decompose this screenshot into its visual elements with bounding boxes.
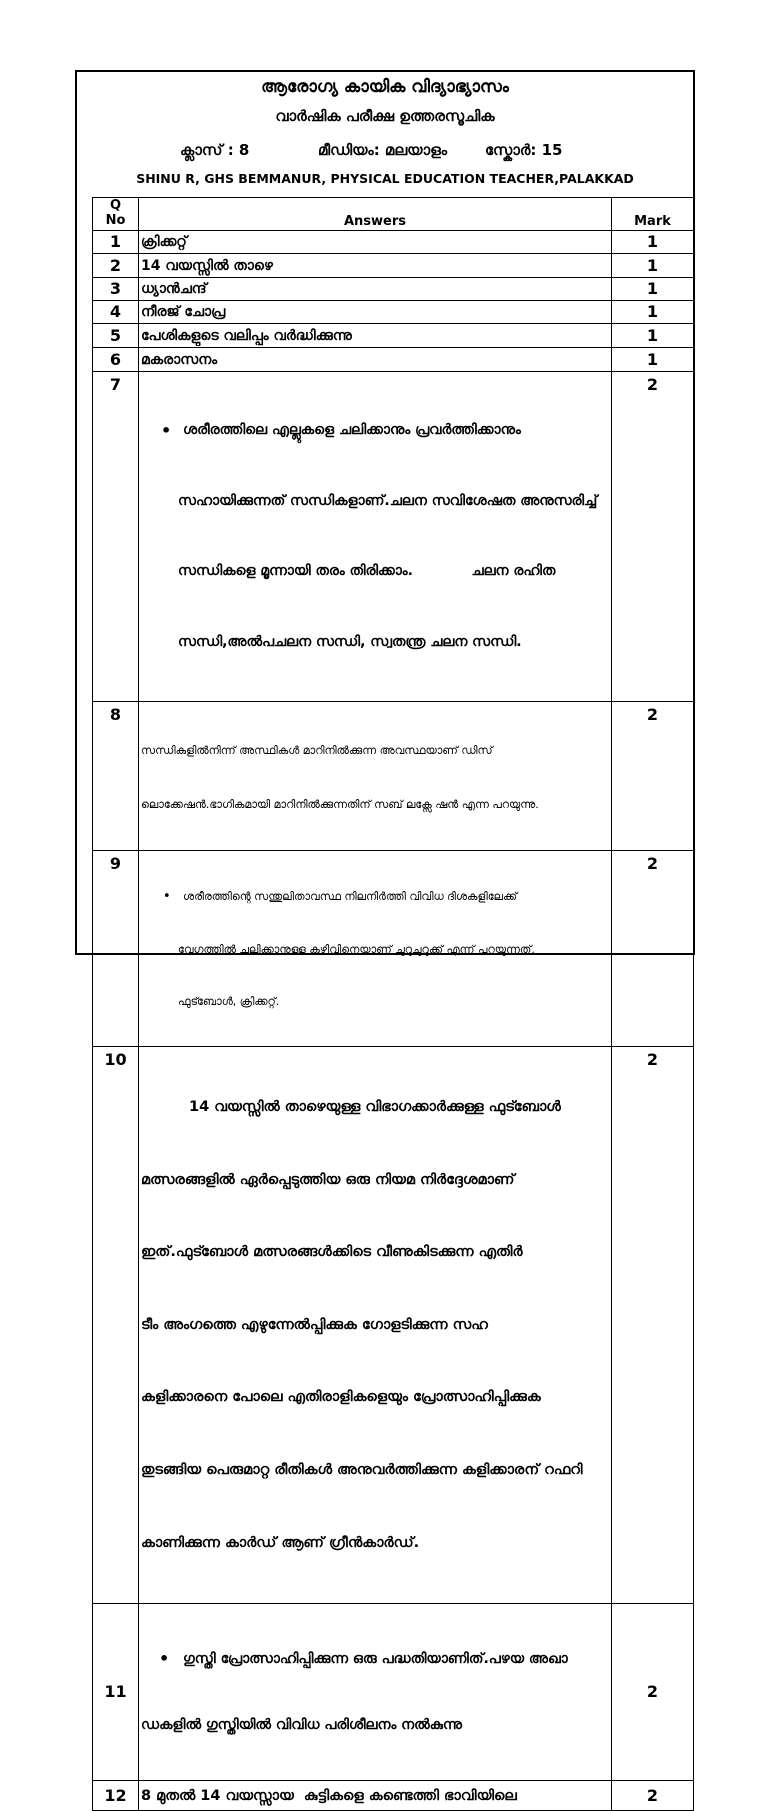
- answer-line: തുടങ്ങിയ പെരുമാറ്റ രീതികൾ അനുവർത്തിക്കുന്ന കളിക്കാരന് റഫറി: [141, 1461, 583, 1478]
- answer-cell: [139, 1046, 612, 1604]
- answer-line: നീരജ് ചോപ്ര: [141, 304, 226, 320]
- table-row: [93, 1781, 694, 1811]
- question-number: 12: [93, 1781, 139, 1811]
- answer-line: ടീം അംഗത്തെ എഴുന്നേൽപ്പിക്കുക ഗോളടിക്കുന്ന സഹ: [141, 1316, 488, 1333]
- mark-value: 1: [612, 278, 694, 301]
- answer-cell: [139, 851, 612, 1047]
- question-number: 8: [93, 702, 139, 851]
- answer-line: സന്ധി,അൽപചലന സന്ധി, സ്വതന്ത്ര ചലന സന്ധി.: [178, 633, 522, 650]
- answer-cell: [139, 348, 612, 372]
- answer-line: മകരാസനം: [141, 351, 218, 368]
- mark-value: 1: [612, 254, 694, 278]
- table-row: [93, 702, 694, 851]
- answer-cell: [139, 254, 612, 278]
- answer-key-table: [92, 197, 694, 1811]
- mark-value: 2: [612, 1781, 694, 1811]
- answer-cell: [139, 301, 612, 324]
- answer-line: • ഗുസ്തി പ്രോത്സാഹിപ്പിക്കുന്ന ഒരു പദ്ധതിയാണിത്.പഴയ അഖാ: [141, 1648, 611, 1670]
- mark-value: 2: [612, 372, 694, 702]
- column-header-q-no: [93, 198, 139, 231]
- table-row: [93, 1046, 694, 1604]
- answer-line: ഡകളിൽ ഗുസ്തിയിൽ വിവിധ പരിശീലനം നൽകുന്നു: [141, 1717, 462, 1734]
- table-header-row: [93, 198, 694, 231]
- table-row: [93, 1604, 694, 1781]
- column-header-answers: Answers: [139, 198, 612, 231]
- mark-value: 1: [612, 324, 694, 348]
- mark-value: 2: [612, 702, 694, 851]
- class-info-row: [75, 140, 695, 160]
- author-line: SHINU R, GHS BEMMANUR, PHYSICAL EDUCATION TEACHER,PALAKKAD: [136, 171, 634, 186]
- mark-value: 2: [612, 851, 694, 1047]
- answer-line: • ശരീരത്തിന്റെ സന്തുലിതാവസ്ഥ നിലനിർത്തി വിവിധ ദിശകളിലേക്ക്: [178, 888, 611, 906]
- column-header-mark: Mark: [612, 198, 694, 231]
- table-row: [93, 278, 694, 301]
- answer-line: ഇത്.ഫുട്ബോൾ മത്സരങ്ങൾക്കിടെ വീണുകിടക്കുന്ന എതിർ: [141, 1244, 523, 1261]
- document-title: ആരോഗ്യ കായിക വിദ്യാഭ്യാസം: [261, 77, 509, 97]
- mark-value: 2: [612, 1604, 694, 1781]
- medium-label: മീഡിയം: മലയാളം: [318, 141, 448, 159]
- question-number: 7: [93, 372, 139, 702]
- answer-line: സന്ധികളെ മൂന്നായി തരം തിരിക്കാം. ചലന രഹിത: [178, 563, 556, 579]
- table-row: [93, 231, 694, 254]
- answer-cell: [139, 702, 612, 851]
- question-number: 10: [93, 1046, 139, 1604]
- question-number: 1: [93, 231, 139, 254]
- answer-line: ഫുട്ബോൾ, ക്രിക്കറ്റ്.: [178, 995, 280, 1008]
- answer-line: മത്സരങ്ങളിൽ ഏർപ്പെടുത്തിയ ഒരു നിയമ നിർദ്ദേശമാണ്: [141, 1171, 515, 1188]
- table-row: [93, 254, 694, 278]
- column-header-q: Q: [109, 198, 122, 213]
- column-header-no: No: [105, 213, 126, 228]
- answer-cell: [139, 372, 612, 702]
- question-number: 6: [93, 348, 139, 372]
- answer-line: സഹായിക്കുന്നത് സന്ധികളാണ്.ചലന സവിശേഷത അനുസരിച്ച്: [178, 492, 598, 509]
- score-label: സ്കോർ: 15: [485, 141, 563, 159]
- mark-value: 1: [612, 348, 694, 372]
- answer-cell: [139, 278, 612, 301]
- mark-value: 1: [612, 301, 694, 324]
- answer-line: • ശരീരത്തിലെ എല്ലുകളെ ചലിക്കാനും പ്രവർത്തിക്കാനും: [178, 419, 611, 443]
- answer-cell: [139, 1781, 612, 1811]
- answer-line: കാണിക്കുന്ന കാർഡ് ആണ് ഗ്രീൻകാർഡ്.: [141, 1534, 420, 1551]
- answer-line: ക്രിക്കറ്റ്: [141, 234, 187, 250]
- answer-cell: [139, 1604, 612, 1781]
- table-row: [93, 324, 694, 348]
- answer-line: ലൊക്കേഷൻ.ഭാഗികമായി മാറിനിൽക്കുന്നതിന് സബ് ലക്സേ ഷൻ എന്ന പറയുന്നു.: [141, 798, 539, 811]
- answer-cell: [139, 324, 612, 348]
- question-number: 9: [93, 851, 139, 1047]
- mark-value: 1: [612, 231, 694, 254]
- question-number: 4: [93, 301, 139, 324]
- answer-line: 14 വയസ്സിൽ താഴെയുള്ള വിഭാഗക്കാർക്കുള്ള ഫുട്ബോൾ: [189, 1098, 561, 1115]
- question-number: 5: [93, 324, 139, 348]
- table-row: [93, 851, 694, 1047]
- answer-cell: [139, 231, 612, 254]
- answer-line: സന്ധികളിൽനിന്ന് അസ്ഥികൾ മാറിനിൽക്കുന്ന അവസ്ഥയാണ് ഡിസ്: [141, 744, 493, 757]
- table-row: [93, 301, 694, 324]
- document-subtitle: വാർഷിക പരീക്ഷ ഉത്തരസൂചിക: [275, 107, 495, 125]
- answer-line: ധ്യാൻചന്ദ്: [141, 281, 207, 297]
- question-number: 11: [93, 1604, 139, 1781]
- class-label: ക്ലാസ് : 8: [180, 141, 250, 159]
- question-number: 3: [93, 278, 139, 301]
- table-row: [93, 348, 694, 372]
- answer-line: 8 മുതൽ 14 വയസ്സായ കുട്ടികളെ കണ്ടെത്തി ഭാവിയിലെ: [141, 1787, 517, 1804]
- table-row: [93, 372, 694, 702]
- answer-line: പേശികളുടെ വലിപ്പം വർദ്ധിക്കുന്നു: [141, 327, 352, 344]
- mark-value: 2: [612, 1046, 694, 1604]
- answer-line: വേഗത്തിൽ ചലിക്കാനുള്ള കഴിവിനെയാണ് ചുറുചുറുക്ക് എന്ന് പറയുന്നത്.: [178, 942, 535, 956]
- answer-line: കളിക്കാരനെ പോലെ എതിരാളികളെയും പ്രോത്സാഹിപ്പിക്കുക: [141, 1389, 541, 1406]
- answer-line: 14 വയസ്സിൽ താഴെ: [141, 257, 273, 274]
- question-number: 2: [93, 254, 139, 278]
